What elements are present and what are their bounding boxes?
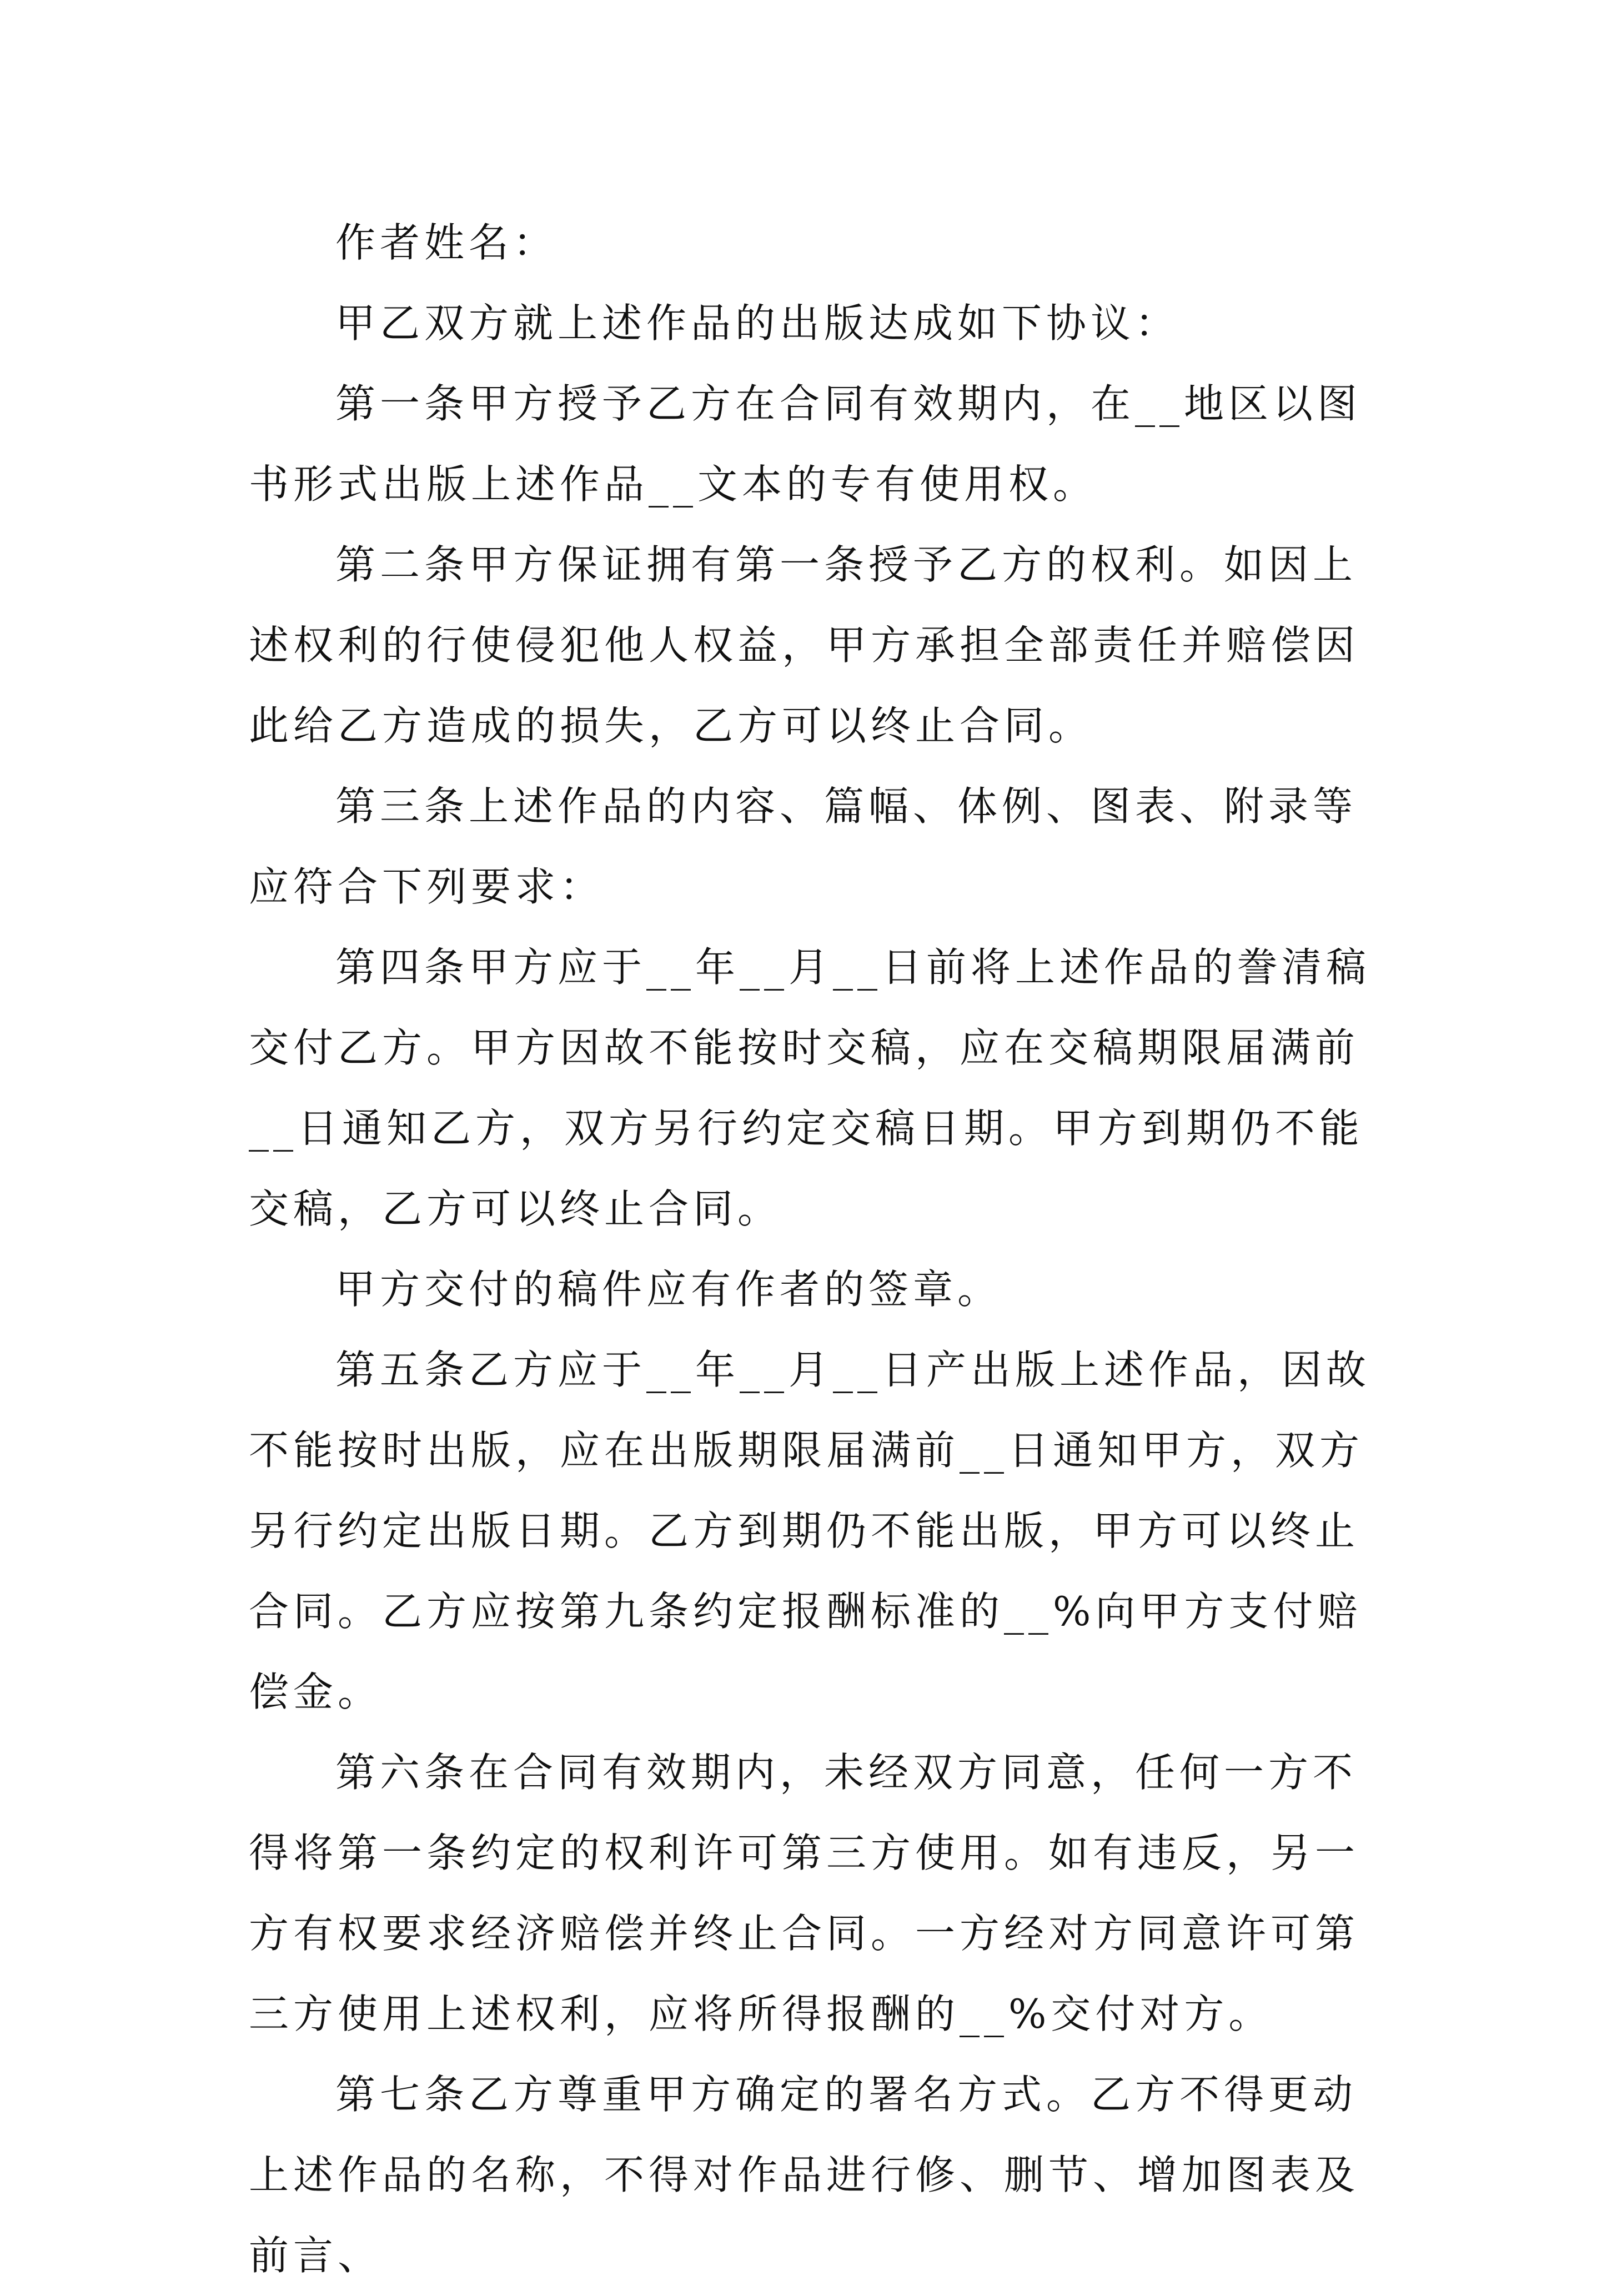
paragraph-author-name: 作者姓名：: [335, 219, 558, 266]
paragraph-article-5: 第五条乙方应于__年__月__日产出版上述作品，因故不能按时出版，应在出版期限届满前__日通知甲方，双方另行约定出版日期。乙方到期仍不能出版，甲方可以终止合同。乙方应按第九条约定报酬标准的__%向甲方支付赔偿金。: [249, 1347, 1371, 1715]
paragraph-signature-note: 甲方交付的稿件应有作者的签章。: [335, 1266, 1002, 1313]
document-body: [249, 203, 1382, 2296]
paragraph-article-4: 第四条甲方应于__年__月__日前将上述作品的誊清稿交付乙方。甲方因故不能按时交稿，应在交稿期限届满前__日通知乙方，双方另行约定交稿日期。甲方到期仍不能交稿，乙方可以终止合同。: [249, 944, 1371, 1232]
paragraph-article-2: 第二条甲方保证拥有第一条授予乙方的权利。如因上述权利的行使侵犯他人权益，甲方承担全部责任并赔偿因此给乙方造成的损失，乙方可以终止合同。: [249, 541, 1360, 749]
paragraph-article-1: 第一条甲方授予乙方在合同有效期内，在__地区以图书形式出版上述作品__文本的专有使用权。: [249, 380, 1362, 508]
paragraph-article-7: 第七条乙方尊重甲方确定的署名方式。乙方不得更动上述作品的名称，不得对作品进行修、删节、增加图表及前言、: [249, 2071, 1360, 2279]
paragraph-article-3: 第三条上述作品的内容、篇幅、体例、图表、附录等应符合下列要求：: [249, 783, 1358, 910]
paragraph-article-6: 第六条在合同有效期内，未经双方同意，任何一方不得将第一条约定的权利许可第三方使用。如有违反，另一方有权要求经济赔偿并终止合同。一方经对方同意许可第三方使用上述权利，应将所得报酬的__%交付对方。: [249, 1749, 1360, 2037]
paragraph-agreement-intro: 甲乙双方就上述作品的出版达成如下协议：: [335, 300, 1180, 346]
